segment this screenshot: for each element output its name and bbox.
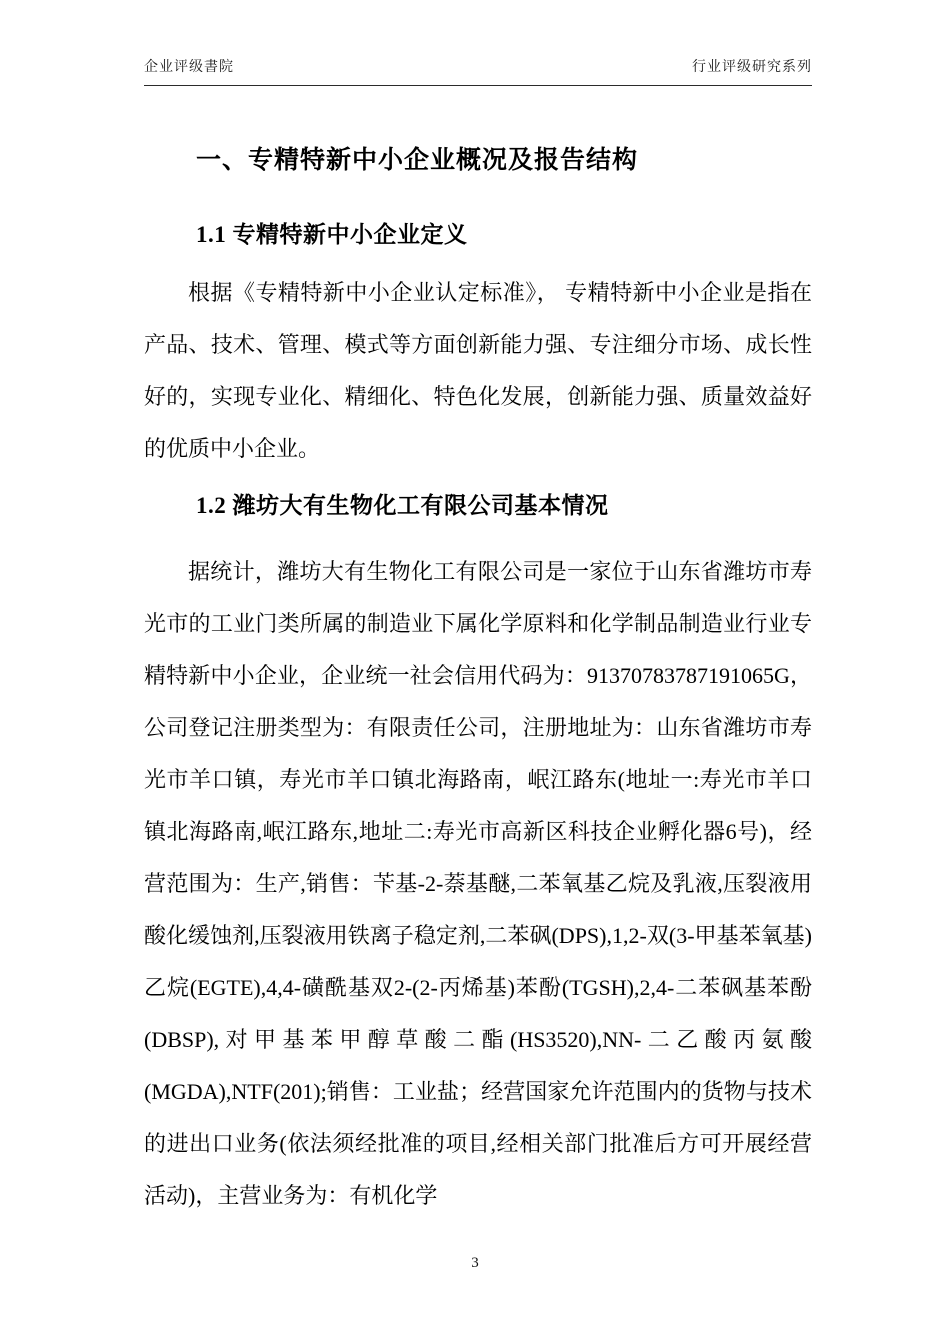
page-header: [144, 56, 812, 86]
page-footer: [0, 1255, 950, 1272]
header-right-text: 行业评级研究系列: [692, 60, 812, 75]
header-left-text: 企业评级書院: [144, 60, 234, 75]
paragraph-definition: 根据《专精特新中小企业认定标准》， 专精特新中小企业是指在产品、技术、管理、模式等方面创新能力强、专注细分市场、成长性好的，实现专业化、精细化、特色化发展，创新能力强、质量效益好的优质中小企业。: [144, 280, 812, 461]
section-title: 一、专精特新中小企业概况及报告结构: [196, 147, 639, 174]
page-number: 3: [471, 1255, 479, 1271]
document-body: [144, 86, 812, 1222]
subsection-1-2-title: 1.2 潍坊大有生物化工有限公司基本情况: [196, 493, 609, 518]
subsection-1-1-title: 1.1 专精特新中小企业定义: [196, 222, 468, 247]
paragraph-company-profile: 据统计，潍坊大有生物化工有限公司是一家位于山东省潍坊市寿光市的工业门类所属的制造业下属化学原料和化学制品制造业行业专精特新中小企业，企业统一社会信用代码为：91370783787191065G，公司登记注册类型为：有限责任公司，注册地址为：山东省潍坊市寿光市羊口镇，寿光市羊口镇北海路南，岷江路东(地址一:寿光市羊口镇北海路南,岷江路东,地址二:寿光市高新区科技企业孵化器6号)，经营范围为：生产,销售：苄基-2-萘基醚,二苯氧基乙烷及乳液,压裂液用酸化缓蚀剂,压裂液用铁离子稳定剂,二苯砜(DPS),1,2-双(3-甲基苯氧基)乙烷(EGTE),4,4-磺酰基双2-(2-丙烯基)苯酚(TGSH),2,4-二苯砜基苯酚(DBSP),对甲基苯甲醇草酸二酯(HS3520),NN-二乙酸丙氨酸(MGDA),NTF(201);销售：工业盐；经营国家允许范围内的货物与技术的进出口业务(依法须经批准的项目,经相关部门批准后方可开展经营活动)，主营业务为：有机化学: [144, 559, 812, 1208]
